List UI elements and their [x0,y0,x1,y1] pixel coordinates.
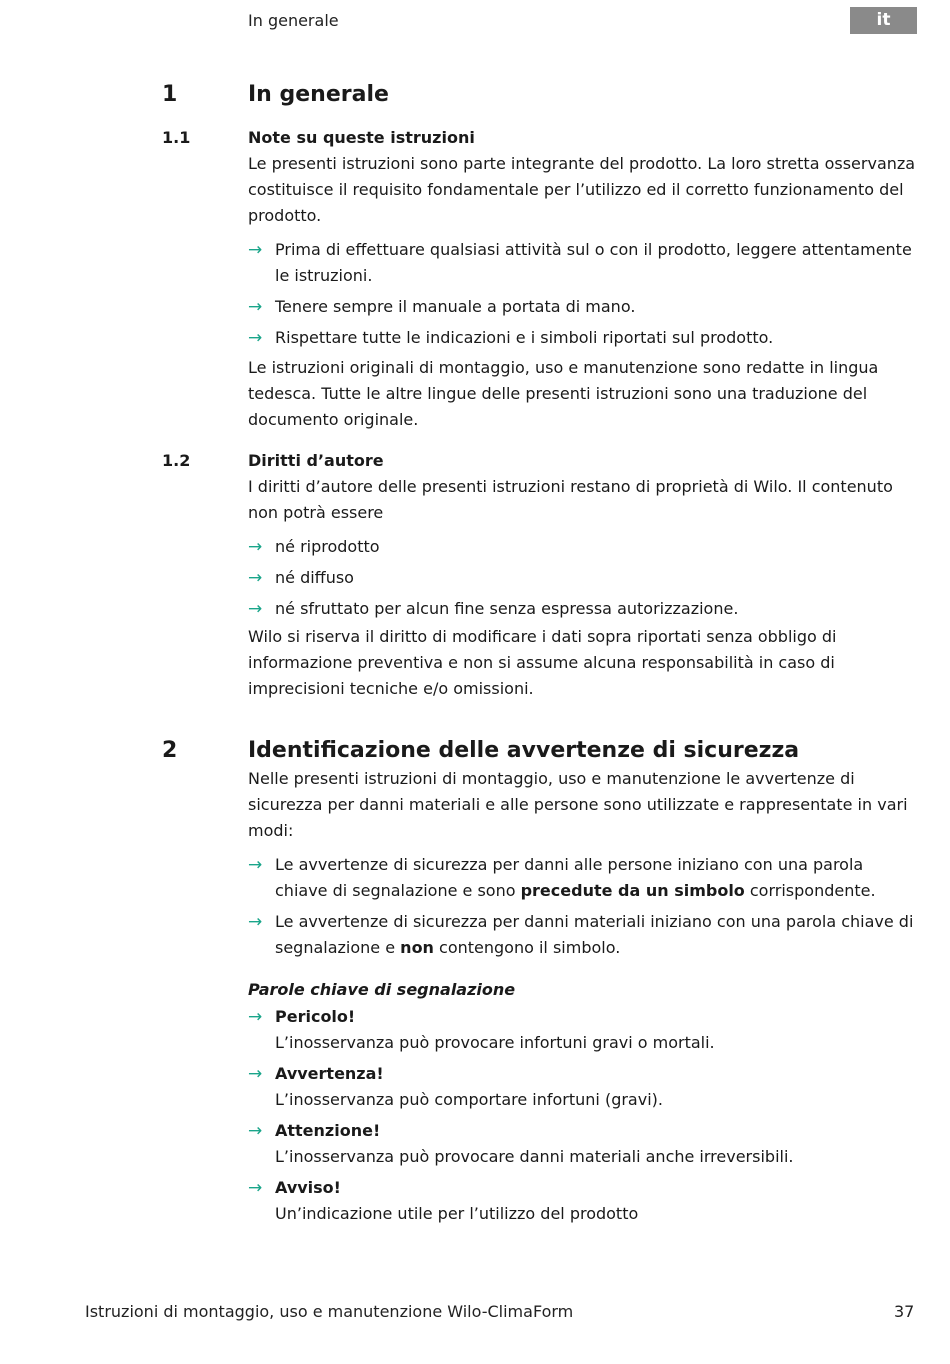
keyword-item: → Avviso! Un’indicazione utile per l’utilizzo del prodotto [248,1175,920,1227]
section-1-title: In generale [248,82,389,107]
list-item: → Le avvertenze di sicurezza per danni materiali iniziano con una parola chiave di segnalazione e non contengono il simbolo. [248,909,920,961]
page-number: 37 [894,1302,915,1321]
list-item: → Rispettare tutte le indicazioni e i simboli riportati sul prodotto. [248,325,920,351]
arrow-right-icon: → [248,328,263,348]
section-1-2 [248,448,920,702]
section-1-1-outro: Le istruzioni originali di montaggio, uso e manutenzione sono redatte in lingua tedesca. Tutte le altre lingue delle presenti istruzioni sono una traduzione del documento originale. [248,358,879,429]
section-1-2-intro: I diritti d’autore delle presenti istruzioni restano di proprietà di Wilo. Il contenuto non potrà essere [248,477,893,522]
list-item: → Prima di effettuare qualsiasi attività sul o con il prodotto, leggere attentamente le istruzioni. [248,237,920,289]
section-1-2-bullets [248,534,920,622]
arrow-right-icon: → [248,599,263,619]
list-item: → Tenere sempre il manuale a portata di mano. [248,294,920,320]
section-1-1-title: Note su queste istruzioni [248,128,475,147]
keywords-heading: Parole chiave di segnalazione [248,980,516,999]
arrow-right-icon: → [248,1064,263,1084]
section-2-title: Identificazione delle avvertenze di sicurezza [248,738,800,763]
section-1-1-number: 1.1 [162,128,191,147]
section-1-1 [248,125,920,433]
section-1-2-number: 1.2 [162,451,191,470]
list-item: → né sfruttato per alcun fine senza espressa autorizzazione. [248,596,920,622]
arrow-right-icon: → [248,297,263,317]
list-item: → né diffuso [248,565,920,591]
section-2 [248,736,920,1227]
arrow-right-icon: → [248,568,263,588]
keywords-list [248,1004,920,1227]
list-item: → né riprodotto [248,534,920,560]
list-item: → Le avvertenze di sicurezza per danni alle persone iniziano con una parola chiave di segnalazione e sono precedute da un simbolo corrispondente. [248,852,920,904]
section-2-bullets [248,852,920,961]
arrow-right-icon: → [248,912,263,932]
keyword-item: → Pericolo! L’inosservanza può provocare infortuni gravi o mortali. [248,1004,920,1056]
section-1-2-title: Diritti d’autore [248,451,384,470]
section-1-number: 1 [162,82,178,107]
footer-title: Istruzioni di montaggio, uso e manutenzione Wilo-ClimaForm [85,1302,574,1321]
section-2-number: 2 [162,738,178,763]
section-1-1-intro: Le presenti istruzioni sono parte integrante del prodotto. La loro stretta osservanza costituisce il requisito fondamentale per l’utilizzo ed il corretto funzionamento del prodotto. [248,154,916,225]
section-2-intro: Nelle presenti istruzioni di montaggio, uso e manutenzione le avvertenze di sicurezza per danni materiali e alle persone sono utilizzate e rappresentate in vari modi: [248,769,908,840]
arrow-right-icon: → [248,240,263,260]
running-header: In generale [248,11,339,30]
keyword-item: → Avvertenza! L’inosservanza può comportare infortuni (gravi). [248,1061,920,1113]
arrow-right-icon: → [248,1178,263,1198]
arrow-right-icon: → [248,1007,263,1027]
arrow-right-icon: → [248,1121,263,1141]
section-1-1-bullets [248,237,920,351]
arrow-right-icon: → [248,855,263,875]
language-tab: it [850,7,917,34]
section-1-2-outro: Wilo si riserva il diritto di modificare i dati sopra riportati senza obbligo di informazione preventiva e non si assume alcuna responsabilità in caso di imprecisioni tecniche e/o omissioni. [248,627,837,698]
arrow-right-icon: → [248,537,263,557]
keyword-item: → Attenzione! L’inosservanza può provocare danni materiali anche irreversibili. [248,1118,920,1170]
